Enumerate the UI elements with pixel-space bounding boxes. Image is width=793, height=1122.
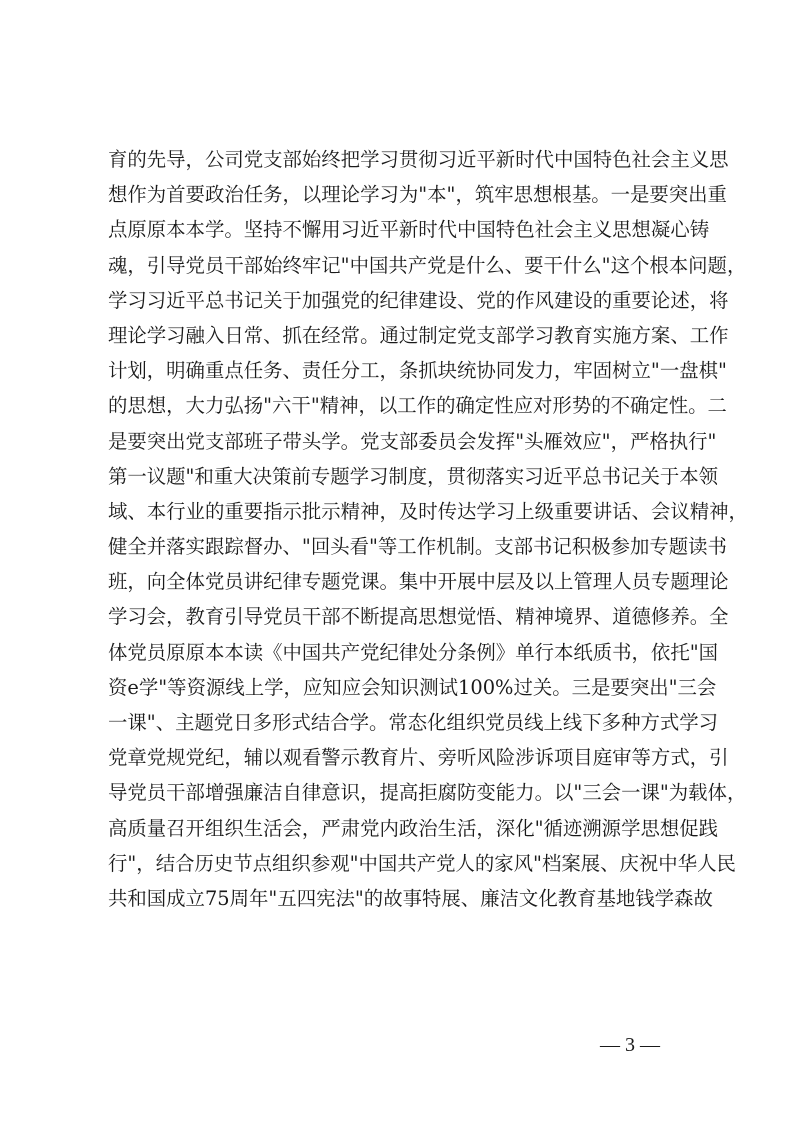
text-line: 计划，明确重点任务、责任分工，条抓块统协同发力，牢固树立"一盘棋" [108, 359, 727, 383]
text-line: 魂，引导党员干部始终牢记"中国共产党是什么、要干什么"这个根本问题， [108, 253, 747, 277]
page-number: — 3 — [600, 1034, 660, 1056]
text-line: 体党员原原本本读《中国共产党纪律处分条例》单行本纸质书，依托"国 [108, 640, 719, 664]
text-line: 健全并落实跟踪督办、"回头看"等工作机制。支部书记积极参加专题读书 [108, 535, 727, 559]
text-line: 点原原本本学。坚持不懈用习近平新时代中国特色社会主义思想凝心铸 [108, 218, 710, 242]
text-line: 资e学"等资源线上学，应知应会知识测试100%过关。三是要突出"三会 [108, 675, 717, 699]
text-line: 第一议题"和重大决策前专题学习制度，贯彻落实习近平总书记关于本领 [108, 464, 719, 488]
text-line: 想作为首要政治任务，以理论学习为"本"，筑牢思想根基。一是要突出重 [108, 183, 727, 207]
text-line: 一课"、主题党日多形式结合学。常态化组织党员线上线下多种方式学习 [108, 711, 719, 734]
text-line: 导党员干部增强廉洁自律意识，提高拒腐防变能力。以"三会一课"为载体， [108, 781, 747, 805]
text-line: 育的先导，公司党支部始终把学习贯彻习近平新时代中国特色社会主义思 [108, 148, 729, 171]
text-line: 是要突出党支部班子带头学。党支部委员会发挥"头雁效应"，严格执行" [108, 429, 717, 453]
text-line: 高质量召开组织生活会，严肃党内政治生活，深化"循迹溯源学思想促践 [108, 816, 719, 840]
text-line: 学习会，教育引导党员干部不断提高思想觉悟、精神境界、道德修养。全 [108, 605, 729, 629]
text-line: 行"，结合历史节点组织参观"中国共产党人的家风"档案展、庆祝中华人民 [108, 851, 736, 875]
text-line: 理论学习融入日常、抓在经常。通过制定党支部学习教育实施方案、工作 [108, 323, 729, 347]
text-line: 班，向全体党员讲纪律专题党课。集中开展中层及以上管理人员专题理论 [108, 570, 729, 594]
text-line: 域、本行业的重要指示批示精神，及时传达学习上级重要讲话、会议精神， [108, 499, 748, 523]
text-line: 党章党规党纪，辅以观看警示教育片、旁听风险涉诉项目庭审等方式，引 [108, 746, 729, 770]
text-line: 学习习近平总书记关于加强党的纪律建设、党的作风建设的重要论述，将 [108, 288, 729, 312]
text-line: 共和国成立75周年"五四宪法"的故事特展、廉洁文化教育基地钱学森故 [108, 886, 713, 910]
body-paragraph [108, 142, 748, 916]
text-line: 的思想，大力弘扬"六干"精神，以工作的确定性应对形势的不确定性。二 [108, 394, 727, 418]
